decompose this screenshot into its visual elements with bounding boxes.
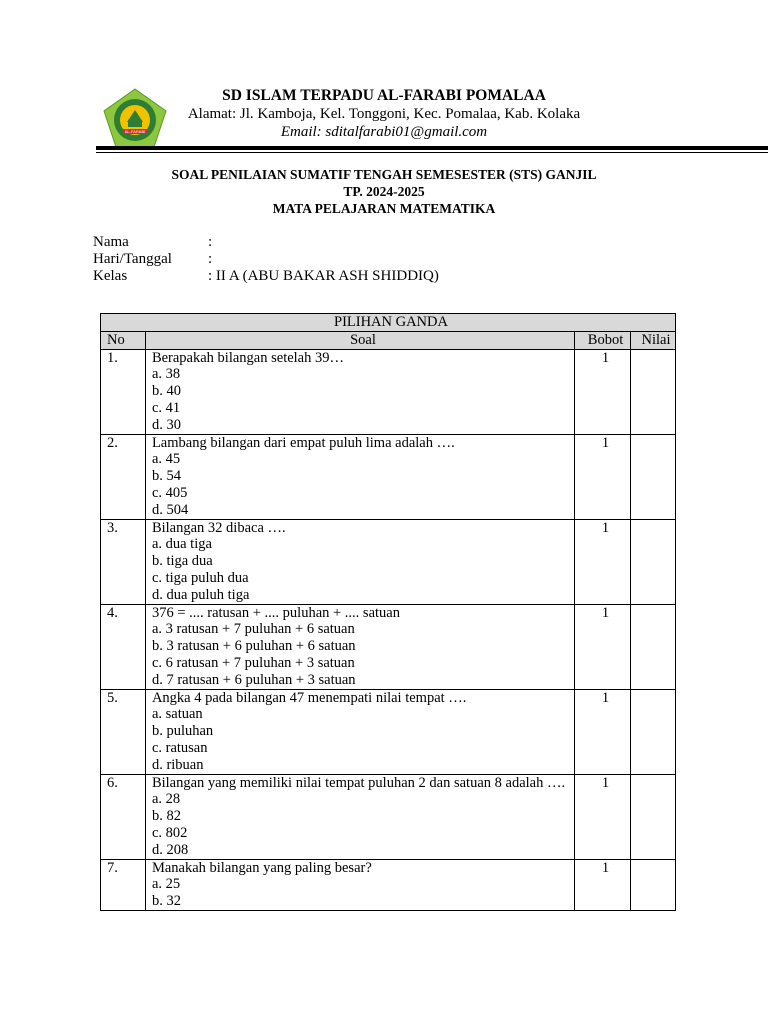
answer-option: b. 3 ratusan + 6 puluhan + 6 satuan [151, 638, 356, 655]
question-cell [145, 774, 574, 859]
score-cell[interactable] [630, 774, 675, 859]
question-text: Lambang bilangan dari empat puluh lima adalah …. [151, 434, 455, 451]
col-bobot-header: Bobot [575, 331, 631, 349]
hari-value: : [208, 251, 213, 267]
question-text: Bilangan 32 dibaca …. [151, 519, 286, 536]
question-number: 4. [101, 604, 146, 689]
answer-option: c. 405 [151, 484, 188, 501]
table-row [101, 434, 676, 519]
question-weight: 1 [575, 604, 631, 689]
header-divider-thin [96, 152, 768, 153]
info-row-hari [93, 251, 439, 268]
answer-option: d. 208 [151, 841, 189, 858]
answer-option: b. tiga dua [151, 553, 213, 570]
answer-option: a. 25 [151, 876, 181, 893]
question-weight: 1 [575, 349, 631, 434]
exam-title-line3: MATA PELAJARAN MATEMATIKA [272, 201, 496, 216]
question-text: Angka 4 pada bilangan 47 menempati nilai tempat …. [151, 689, 467, 706]
exam-title-line1: SOAL PENILAIAN SUMATIF TENGAH SEMESESTER (STS) GANJIL [171, 167, 597, 182]
student-info [93, 234, 439, 285]
answer-option: d. ribuan [151, 756, 204, 773]
question-number: 3. [101, 519, 146, 604]
answer-option: a. satuan [151, 706, 203, 723]
school-email: Email: sditalfarabi01@gmail.com [280, 124, 488, 140]
score-cell[interactable] [630, 604, 675, 689]
answer-option: d. 30 [151, 416, 181, 433]
answer-option: c. 802 [151, 824, 188, 841]
answer-option: d. 7 ratusan + 6 puluhan + 3 satuan [151, 671, 356, 688]
logo-text: AL-FARABI [124, 129, 146, 134]
info-row-nama [93, 234, 439, 251]
question-text: Bilangan yang memiliki nilai tempat puluhan 2 dan satuan 8 adalah …. [151, 774, 566, 791]
school-address: Alamat: Jl. Kamboja, Kel. Tonggoni, Kec. Pomalaa, Kab. Kolaka [187, 106, 581, 122]
question-number: 1. [101, 349, 146, 434]
answer-option: d. dua puluh tiga [151, 586, 250, 603]
answer-option: d. 504 [151, 501, 189, 518]
col-soal-header: Soal [145, 331, 574, 349]
header-divider-thick [96, 146, 768, 150]
answer-option: a. 28 [151, 791, 181, 808]
score-cell[interactable] [630, 519, 675, 604]
col-no-header: No [101, 331, 146, 349]
question-text: Manakah bilangan yang paling besar? [151, 859, 372, 876]
question-weight: 1 [575, 689, 631, 774]
answer-option: b. 82 [151, 808, 181, 825]
answer-option: c. tiga puluh dua [151, 569, 249, 586]
table-row [101, 349, 676, 434]
answer-option: b. 54 [151, 468, 181, 485]
table-row [101, 604, 676, 689]
score-cell[interactable] [630, 689, 675, 774]
hari-label: Hari/Tanggal [93, 251, 172, 267]
exam-title [0, 166, 768, 217]
section-title: PILIHAN GANDA [101, 314, 676, 332]
nama-value: : [208, 234, 213, 250]
answer-option: b. 40 [151, 383, 181, 400]
answer-option: c. 41 [151, 399, 181, 416]
answer-option: c. ratusan [151, 739, 208, 756]
question-cell [145, 519, 574, 604]
table-row [101, 774, 676, 859]
question-cell [145, 349, 574, 434]
question-rows [101, 349, 676, 910]
exam-title-line2: TP. 2024-2025 [343, 184, 425, 199]
table-row [101, 859, 676, 910]
info-row-kelas [93, 268, 439, 285]
question-number: 5. [101, 689, 146, 774]
table-section-header [101, 314, 676, 332]
question-weight: 1 [575, 519, 631, 604]
question-cell [145, 604, 574, 689]
question-cell [145, 859, 574, 910]
table-row [101, 689, 676, 774]
col-nilai-header: Nilai [630, 331, 675, 349]
answer-option: b. puluhan [151, 723, 214, 740]
answer-option: a. 38 [151, 366, 181, 383]
nama-label: Nama [93, 234, 129, 250]
answer-option: a. 45 [151, 451, 181, 468]
question-number: 7. [101, 859, 146, 910]
kelas-label: Kelas [93, 268, 128, 284]
question-table [100, 313, 676, 911]
question-text: 376 = .... ratusan + .... puluhan + .... satuan [151, 604, 400, 621]
answer-option: b. 32 [151, 893, 181, 910]
question-number: 2. [101, 434, 146, 519]
question-weight: 1 [575, 859, 631, 910]
school-name: SD ISLAM TERPADU AL-FARABI POMALAA [222, 87, 546, 104]
answer-option: c. 6 ratusan + 7 puluhan + 3 satuan [151, 654, 355, 671]
table-row [101, 519, 676, 604]
answer-option: a. dua tiga [151, 536, 212, 553]
question-text: Berapakah bilangan setelah 39… [151, 349, 344, 366]
letterhead [160, 86, 608, 141]
score-cell[interactable] [630, 349, 675, 434]
kelas-value: : II A (ABU BAKAR ASH SHIDDIQ) [208, 268, 439, 284]
question-cell [145, 689, 574, 774]
question-weight: 1 [575, 774, 631, 859]
score-cell[interactable] [630, 859, 675, 910]
score-cell[interactable] [630, 434, 675, 519]
question-weight: 1 [575, 434, 631, 519]
answer-option: a. 3 ratusan + 7 puluhan + 6 satuan [151, 621, 355, 638]
question-number: 6. [101, 774, 146, 859]
table-column-header [101, 331, 676, 349]
question-cell [145, 434, 574, 519]
school-logo [103, 88, 167, 148]
